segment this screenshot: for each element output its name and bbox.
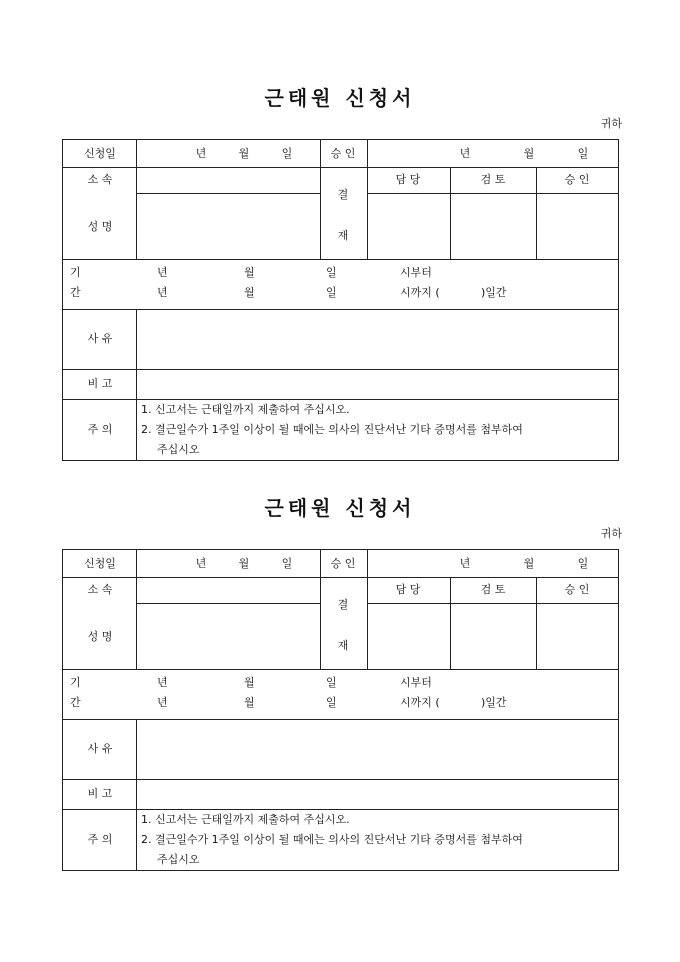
notice-line-2: 2. 결근일수가 1주일 이상이 될 때에는 의사의 진단서난 기타 증명서를 첨부하여 [141, 423, 523, 436]
from-day-unit: 일 [326, 266, 337, 279]
department-label: 소 속 [87, 583, 113, 596]
name-label: 성 명 [87, 220, 113, 233]
approval-year-unit: 년 [459, 147, 471, 160]
from-month-unit: 월 [244, 676, 255, 689]
leave-application-form-2 [0, 410, 680, 866]
until-day-unit: 일 [326, 286, 337, 299]
until-suffix: 시까지 ( [400, 696, 440, 709]
from-month-unit: 월 [244, 266, 255, 279]
honorific: 귀하 [600, 527, 622, 540]
days-suffix: )일간 [481, 286, 507, 299]
approval-year-unit: 년 [459, 557, 471, 570]
period-label-2: 간 [70, 286, 81, 299]
notice-label: 주 의 [87, 833, 113, 846]
until-day-unit: 일 [326, 696, 337, 709]
manager-label: 담 당 [395, 583, 421, 596]
notice-line-3: 주십시오 [157, 853, 200, 866]
period-label-1: 기 [70, 266, 81, 279]
from-suffix: 시부터 [400, 266, 432, 279]
remarks-label: 비 고 [87, 377, 113, 390]
approval-box-label-1: 결 [337, 188, 349, 201]
period-label-2: 간 [70, 696, 81, 709]
notice-line-1: 1. 신고서는 근태일까지 제출하여 주십시오. [141, 813, 350, 826]
day-unit: 일 [281, 147, 293, 160]
name-label: 성 명 [87, 630, 113, 643]
year-unit: 년 [195, 557, 207, 570]
from-day-unit: 일 [326, 676, 337, 689]
day-unit: 일 [281, 557, 293, 570]
until-year-unit: 년 [157, 696, 168, 709]
until-suffix: 시까지 ( [400, 286, 440, 299]
notice-line-3: 주십시오 [157, 443, 200, 456]
year-unit: 년 [195, 147, 207, 160]
form-table [62, 549, 619, 871]
approval-label: 승 인 [330, 557, 356, 570]
from-year-unit: 년 [157, 676, 168, 689]
reason-label: 사 유 [87, 332, 113, 345]
approval-box-label-2: 재 [337, 229, 349, 242]
period-label-1: 기 [70, 676, 81, 689]
approval-day-unit: 일 [577, 147, 589, 160]
review-label: 검 토 [480, 173, 506, 186]
manager-label: 담 당 [395, 173, 421, 186]
department-label: 소 속 [87, 173, 113, 186]
from-year-unit: 년 [157, 266, 168, 279]
approval-day-unit: 일 [577, 557, 589, 570]
honorific: 귀하 [600, 117, 622, 130]
form-title: 근태원 신청서 [264, 496, 416, 520]
remarks-label: 비 고 [87, 787, 113, 800]
review-label: 검 토 [480, 583, 506, 596]
approval-month-unit: 월 [523, 557, 535, 570]
approve-label: 승 인 [564, 173, 590, 186]
approval-label: 승 인 [330, 147, 356, 160]
month-unit: 월 [238, 147, 250, 160]
leave-application-form-1 [0, 0, 680, 456]
approval-month-unit: 월 [523, 147, 535, 160]
application-date-label: 신청일 [84, 147, 116, 160]
days-suffix: )일간 [481, 696, 507, 709]
notice-line-2: 2. 결근일수가 1주일 이상이 될 때에는 의사의 진단서난 기타 증명서를 첨부하여 [141, 833, 523, 846]
reason-label: 사 유 [87, 742, 113, 755]
from-suffix: 시부터 [400, 676, 432, 689]
approval-box-label-2: 재 [337, 639, 349, 652]
approve-label: 승 인 [564, 583, 590, 596]
until-year-unit: 년 [157, 286, 168, 299]
until-month-unit: 월 [244, 286, 255, 299]
application-date-label: 신청일 [84, 557, 116, 570]
notice-line-1: 1. 신고서는 근태일까지 제출하여 주십시오. [141, 403, 350, 416]
until-month-unit: 월 [244, 696, 255, 709]
approval-box-label-1: 결 [337, 598, 349, 611]
month-unit: 월 [238, 557, 250, 570]
notice-label: 주 의 [87, 423, 113, 436]
form-title: 근태원 신청서 [264, 86, 416, 110]
